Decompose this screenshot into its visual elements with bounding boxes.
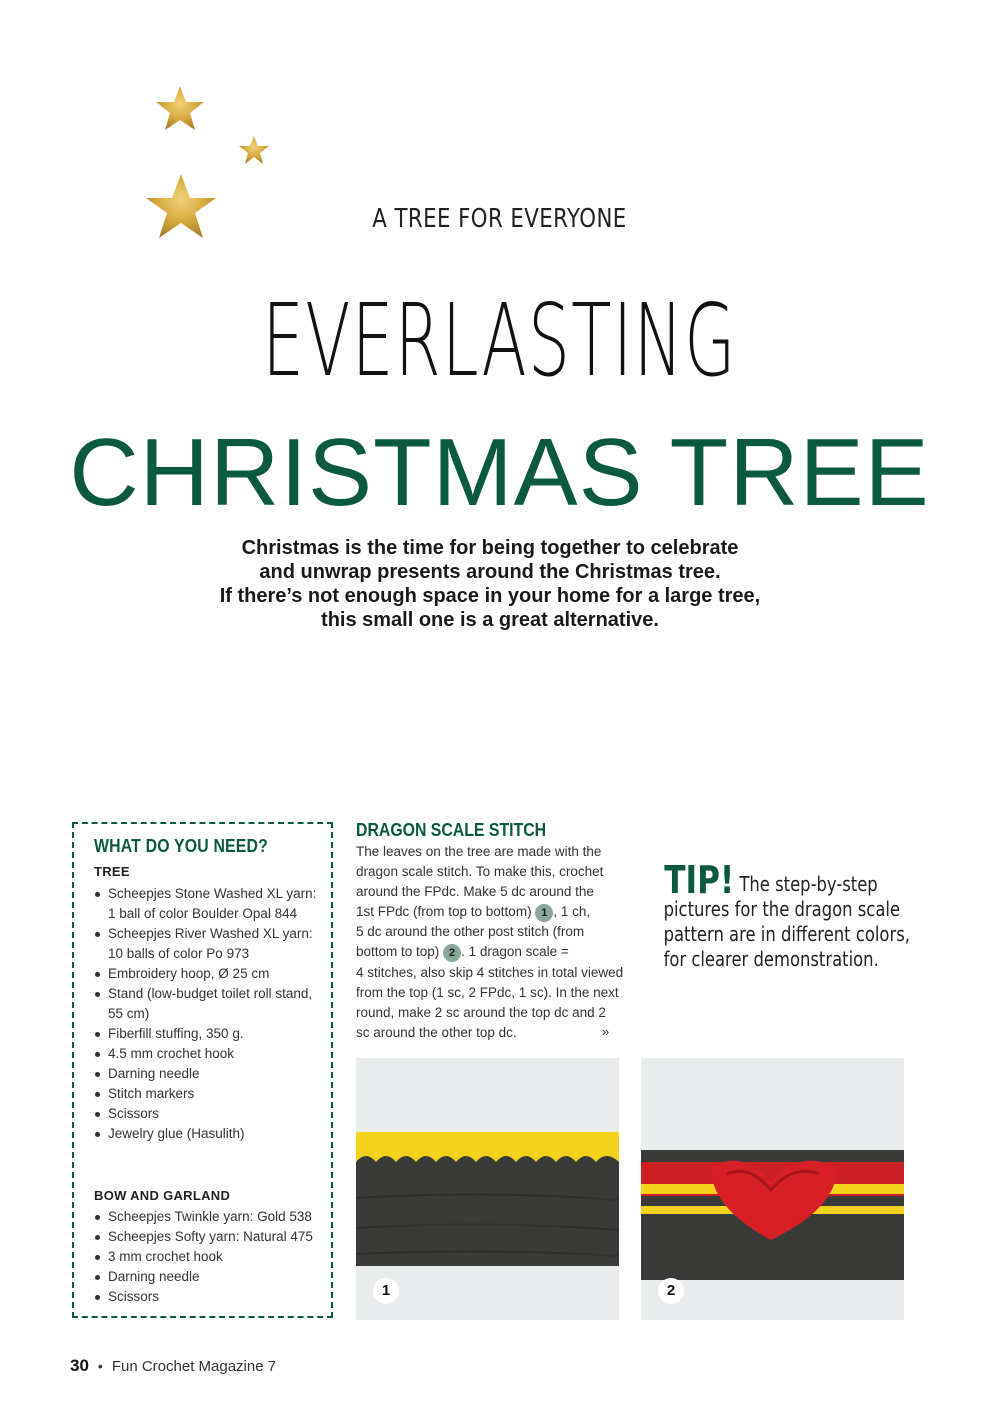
list-item: 4.5 mm crochet hook	[94, 1044, 322, 1064]
list-item: Scheepjes Stone Washed XL yarn: 1 ball of color Boulder Opal 844	[94, 884, 322, 924]
photo-number-badge: 2	[658, 1278, 684, 1304]
list-item: Fiberfill stuffing, 350 g.	[94, 1024, 322, 1044]
list-item: Embroidery hoop, Ø 25 cm	[94, 964, 322, 984]
dragon-scale-heading: DRAGON SCALE STITCH	[356, 820, 547, 840]
materials-list-tree	[94, 884, 322, 1144]
section-kicker: A TREE FOR EVERYONE	[372, 204, 627, 234]
text-line: dragon scale stitch. To make this, crochet	[356, 864, 604, 880]
tip-line: pattern are in different colors,	[663, 922, 910, 946]
dragon-scale-text	[356, 842, 622, 1043]
list-item: Scissors	[94, 1104, 322, 1124]
list-item: Jewelry glue (Hasulith)	[94, 1124, 322, 1144]
list-item: Darning needle	[94, 1267, 322, 1287]
text-line: sc around the other top dc.	[356, 1024, 517, 1040]
text-line: 5 dc around the other post stitch (from	[356, 924, 585, 940]
text-line	[356, 942, 622, 962]
step-ref-badge: 1	[535, 904, 553, 922]
text-line: around the FPdc. Make 5 dc around the	[356, 884, 594, 900]
crochet-sample-image	[641, 1058, 904, 1320]
continued-marker: »	[602, 1024, 610, 1039]
tip-line: pictures for the dragon scale	[663, 897, 901, 921]
list-item: Scissors	[94, 1287, 322, 1307]
text-segment: , 1 ch,	[553, 904, 591, 920]
tip-box	[640, 858, 910, 972]
list-item: Stand (low-budget toilet roll stand, 55 cm)	[94, 984, 322, 1024]
list-item: Scheepjes Softy yarn: Natural 475	[94, 1227, 322, 1247]
list-item: Stitch markers	[94, 1084, 322, 1104]
star-icon	[130, 80, 290, 270]
text-segment: . 1 dragon scale =	[461, 944, 569, 960]
list-item: Darning needle	[94, 1064, 322, 1084]
materials-box	[72, 822, 333, 1318]
photo-number-badge: 1	[373, 1278, 399, 1304]
gold-stars-decoration	[130, 80, 290, 270]
intro-paragraph	[150, 536, 830, 632]
magazine-name: Fun Crochet Magazine 7	[111, 1358, 277, 1375]
step-photo-2	[641, 1058, 904, 1320]
intro-line: and unwrap presents around the Christmas tree.	[259, 561, 721, 583]
title-line-1: EVERLASTING	[262, 282, 737, 399]
list-item: Scheepjes River Washed XL yarn: 10 balls of color Po 973	[94, 924, 322, 964]
text-line: from the top (1 sc, 2 FPdc, 1 sc). In the next	[356, 984, 619, 1000]
step-ref-badge: 2	[443, 944, 461, 962]
tip-line: for clearer demonstration.	[663, 947, 879, 971]
materials-section-title: BOW AND GARLAND	[94, 1188, 231, 1203]
text-line	[356, 902, 622, 922]
text-line: The leaves on the tree are made with the	[356, 844, 602, 859]
list-item: 3 mm crochet hook	[94, 1247, 322, 1267]
materials-list-bow	[94, 1207, 322, 1307]
text-line: 4 stitches, also skip 4 stitches in total viewed	[356, 964, 624, 980]
page-number: 30	[70, 1356, 89, 1375]
intro-line: Christmas is the time for being together to celebrate	[241, 537, 739, 559]
footer-separator: •	[97, 1358, 103, 1374]
intro-line: If there’s not enough space in your home for a large tree,	[219, 585, 761, 607]
title-line-2: CHRISTMAS TREE	[69, 419, 930, 526]
crochet-sample-image	[356, 1058, 619, 1320]
tip-text: The step-by-step	[739, 872, 878, 896]
step-photo-1	[356, 1058, 619, 1320]
tip-line	[664, 858, 879, 902]
materials-heading: WHAT DO YOU NEED?	[94, 836, 269, 856]
tip-label: TIP!	[664, 858, 735, 902]
page-footer	[70, 1356, 276, 1376]
list-item: Scheepjes Twinkle yarn: Gold 538	[94, 1207, 322, 1227]
text-line: round, make 2 sc around the top dc and 2	[356, 1004, 606, 1020]
text-segment: bottom to top)	[356, 944, 440, 960]
intro-line: this small one is a great alternative.	[321, 609, 659, 631]
text-segment: 1st FPdc (from top to bottom)	[356, 904, 532, 920]
materials-section-title: TREE	[94, 864, 130, 879]
